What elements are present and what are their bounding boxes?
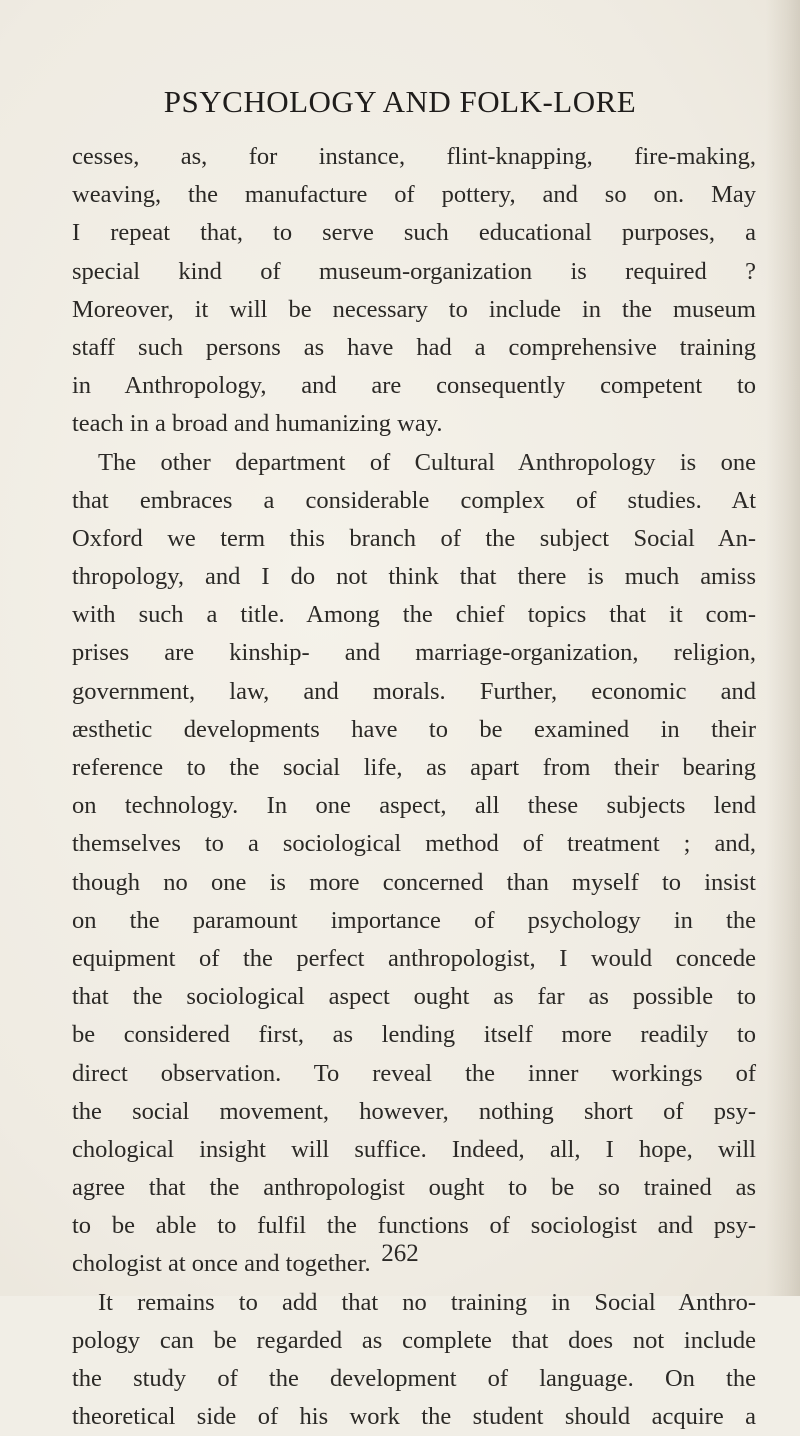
text-line: that the sociological aspect ought as far as possible to	[72, 983, 756, 1011]
text-line: weaving, the manufacture of pottery, and so on. May	[72, 181, 756, 209]
text-line: pology can be regarded as complete that does not include	[72, 1326, 756, 1354]
text-line: be considered first, as lending itself more readily to	[72, 1021, 756, 1049]
text-line: to be able to fulfil the functions of sociologist and psy-	[72, 1212, 756, 1240]
paragraph-start-line: It remains to add that no training in Social Anthro-	[98, 1288, 756, 1316]
text-line: special kind of museum-organization is required ?	[72, 257, 756, 285]
text-line: theoretical side of his work the student should acquire a	[72, 1403, 756, 1431]
text-line: I repeat that, to serve such educational purposes, a	[72, 219, 756, 247]
text-line: government, law, and morals. Further, economic and	[72, 677, 756, 705]
paragraph-start-line: The other department of Cultural Anthropology is one	[98, 448, 756, 476]
text-line: teach in a broad and humanizing way.	[72, 410, 443, 438]
text-line: in Anthropology, and are consequently competent to	[72, 372, 756, 400]
text-line: though no one is more concerned than myself to insist	[72, 868, 756, 896]
page-edge-shadow	[766, 0, 800, 1296]
text-line: reference to the social life, as apart from their bearing	[72, 754, 756, 781]
text-line: direct observation. To reveal the inner workings of	[72, 1059, 756, 1087]
running-head: PSYCHOLOGY AND FOLK-LORE	[163, 84, 637, 119]
text-line: with such a title. Among the chief topics that it com-	[72, 601, 756, 629]
text-line: on technology. In one aspect, all these subjects lend	[72, 792, 756, 820]
text-line: chologist at once and together.	[72, 1250, 371, 1278]
text-line: the social movement, however, nothing short of psy-	[72, 1097, 756, 1125]
text-line: prises are kinship- and marriage-organization, religion,	[72, 639, 756, 667]
text-line: thropology, and I do not think that there is much amiss	[72, 563, 756, 591]
text-line: æsthetic developments have to be examined in their	[72, 715, 756, 743]
text-line: on the paramount importance of psychology in the	[72, 906, 756, 934]
text-line: themselves to a sociological method of treatment ; and,	[72, 830, 756, 858]
text-line: chological insight will suffice. Indeed, all, I hope, will	[72, 1135, 756, 1163]
page-number: 262	[381, 1240, 419, 1267]
text-line: Oxford we term this branch of the subject Social An-	[72, 524, 756, 552]
text-line: cesses, as, for instance, flint-knapping, fire-making,	[72, 143, 756, 170]
text-line: the study of the development of language. On the	[72, 1365, 756, 1392]
text-line: Moreover, it will be necessary to include in the museum	[72, 295, 756, 323]
text-line: staff such persons as have had a comprehensive training	[72, 333, 756, 361]
text-line: that embraces a considerable complex of studies. At	[72, 486, 756, 514]
text-line: agree that the anthropologist ought to be so trained as	[72, 1174, 756, 1202]
text-line: equipment of the perfect anthropologist, I would concede	[72, 944, 756, 972]
